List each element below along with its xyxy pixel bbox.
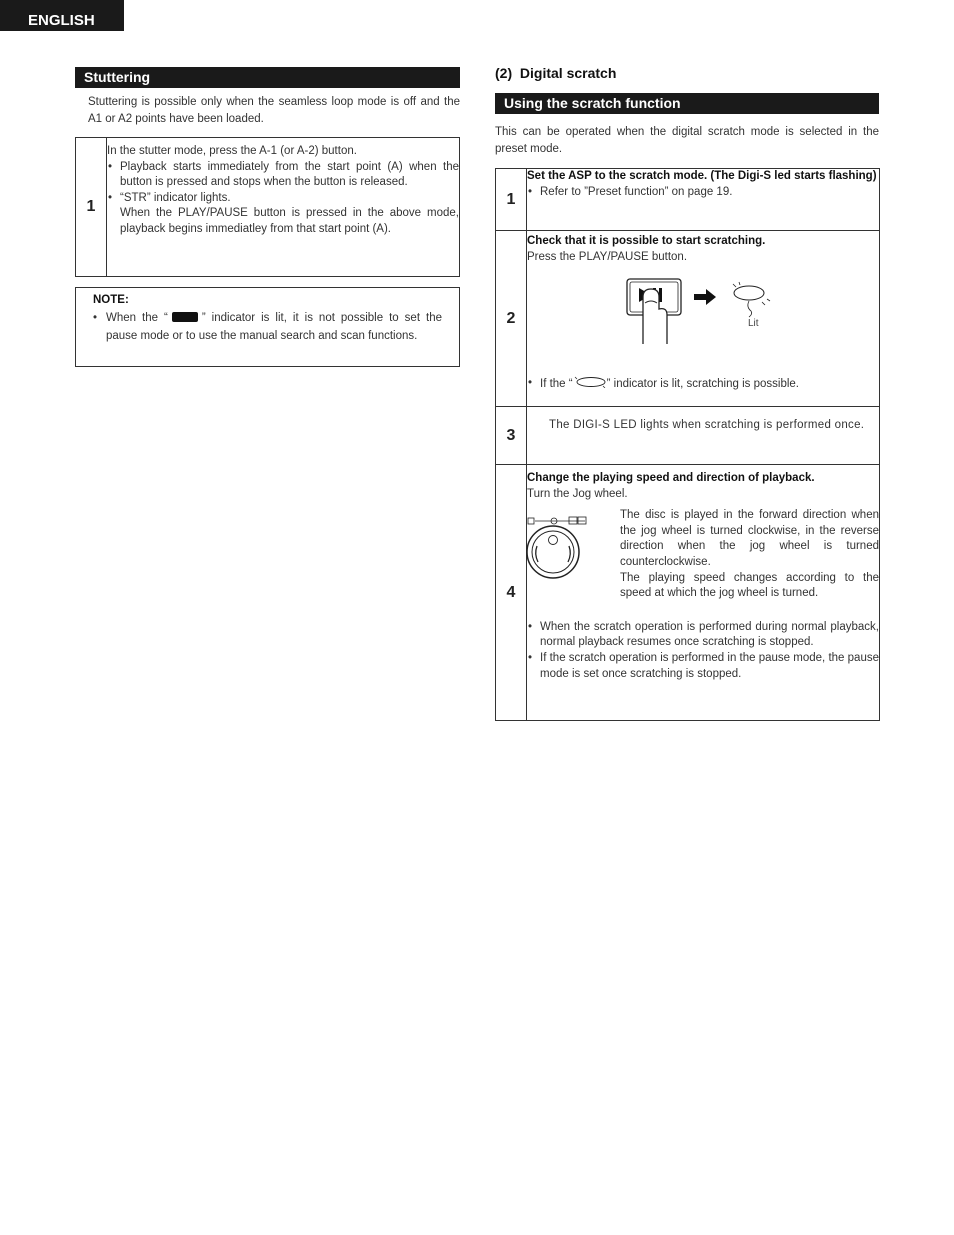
- step-number: 2: [496, 231, 527, 407]
- note-label: NOTE:: [93, 294, 129, 306]
- step-bullet-line: • “STR” indicator lights.: [120, 191, 231, 204]
- step-number: 1: [496, 169, 527, 231]
- arrow-right-icon: [692, 287, 722, 307]
- step-bullet: • Refer to ”Preset function” on page 19.: [527, 185, 879, 201]
- note-box: [75, 287, 460, 367]
- stuttering-section-title: Stuttering: [75, 67, 460, 88]
- step-bullet: • Playback starts immediately from the start point (A) when the button is pressed and stops when the button is released.: [107, 160, 459, 191]
- digital-scratch-heading: [495, 65, 616, 81]
- stuttering-step-table: [75, 137, 460, 277]
- step-bold-text: Change the playing speed and direction of playback.: [527, 472, 815, 484]
- scratch-section-title: Using the scratch function: [495, 93, 879, 114]
- stuttering-intro: Stuttering is possible only when the seamless loop mode is off and the A1 or A2 points have been loaded.: [88, 96, 460, 125]
- step-lead: In the stutter mode, press the A-1 (or A-2) button.: [107, 145, 357, 157]
- jog-description: The disc is played in the forward direction when the jog wheel is turned clockwise, in the reverse direction when the jog wheel is turned counterclockwise.: [620, 509, 879, 568]
- heading-number: (2): [495, 65, 513, 81]
- jog-speed-description: The playing speed changes according to the speed at which the jog wheel is turned.: [620, 571, 879, 600]
- note-text-before: When the “: [106, 312, 168, 324]
- jog-wheel-icon: [525, 514, 595, 584]
- str-indicator-icon: [172, 312, 198, 322]
- step-text: The DIGI-S LED lights when scratching is performed once.: [527, 407, 880, 465]
- step-bullet-line: When the PLAY/PAUSE button is pressed in the above mode, playback begins immediatley from that start point (A).: [120, 207, 459, 235]
- step-bold-text: Set the ASP to the scratch mode. (The Digi-S led starts flashing): [527, 170, 877, 182]
- scratch-step-table: [495, 168, 880, 721]
- scratch-indicator-lit-icon: [727, 281, 777, 321]
- lit-label: Lit: [748, 318, 759, 330]
- step-text: Turn the Jog wheel.: [527, 487, 628, 500]
- step-number: 4: [496, 465, 527, 721]
- step-bullet: • If the scratch operation is performed in the pause mode, the pause mode is set once scratching is stopped.: [527, 651, 879, 682]
- step-bullet-after: ” indicator is lit, scratching is possible.: [606, 378, 799, 391]
- step-text: Press the PLAY/PAUSE button.: [527, 250, 688, 263]
- scratch-intro: This can be operated when the digital scratch mode is selected in the preset mode.: [495, 126, 879, 155]
- step-number: 1: [76, 138, 107, 277]
- step-bold-text: Check that it is possible to start scratching.: [527, 235, 766, 247]
- jog-wheel-illustration: [527, 508, 620, 602]
- step-bullet: [527, 376, 879, 393]
- step-bullet: [107, 191, 459, 238]
- note-text-after: ” indicator is lit, it is not possible to set the pause mode or to use the manual search and scan functions.: [106, 312, 442, 342]
- language-tab: ENGLISH: [0, 0, 124, 31]
- heading-text: Digital scratch: [519, 65, 617, 81]
- note-text: • When the “ ” indicator is lit, it is not possible to set the pause mode or to use the manual search and scan functions.: [93, 312, 442, 342]
- step-bullet: • When the scratch operation is performed during normal playback, normal playback resumes once scratching is stopped.: [527, 620, 879, 651]
- step-bullet-before: If the “: [540, 378, 573, 391]
- play-pause-illustration: [527, 265, 879, 373]
- scratch-indicator-icon: [573, 376, 607, 388]
- step-number: 3: [496, 407, 527, 465]
